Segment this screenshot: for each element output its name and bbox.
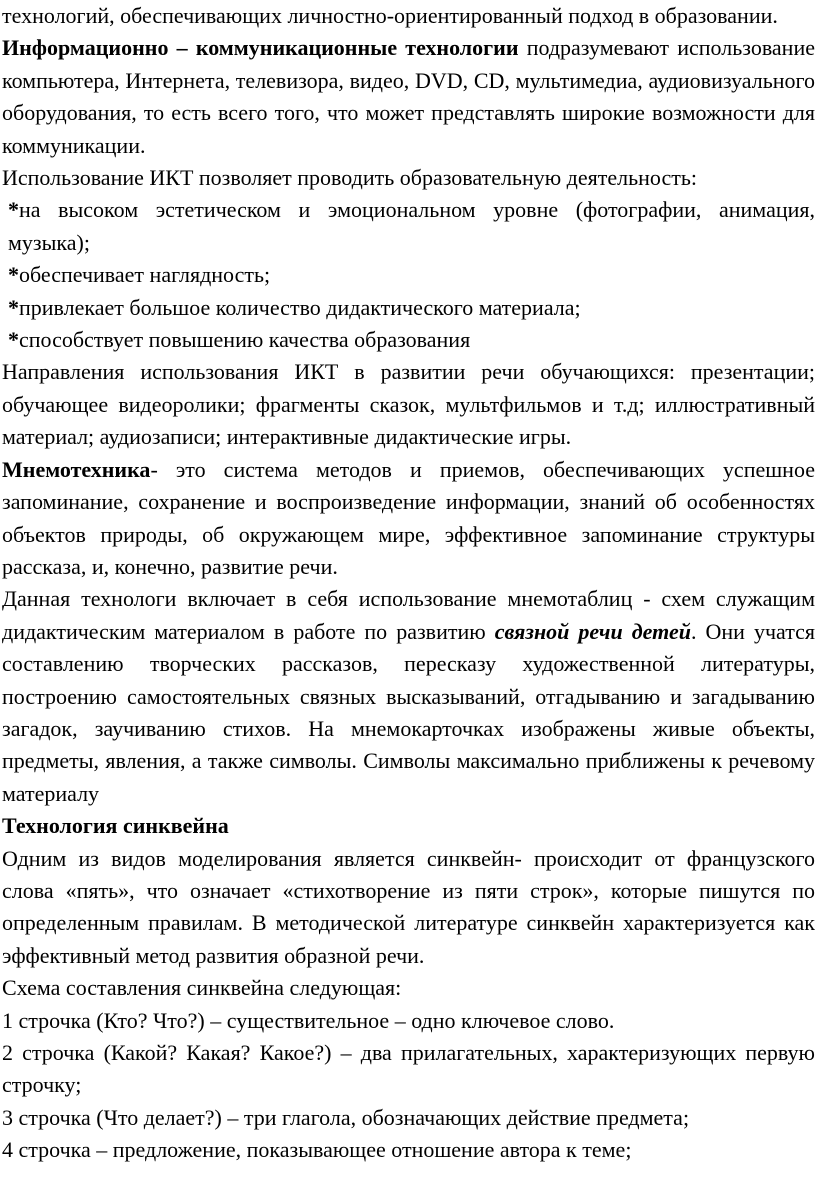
term-ict: Информационно – коммуникационные технологии xyxy=(2,35,519,61)
ict-description: подразумевают использование компьютера, Интернета, телевизора, видео, DVD, CD, мультимедиа, аудиовизуального оборудования, то есть всего того, что может представлять широкие возможности для коммуникации. xyxy=(2,35,815,158)
mnemotables-text-start: Данная технологи включает в себя использование мнемотаблиц - схем служащим дидактическим материалом в работе по развитию xyxy=(2,586,815,644)
section-heading: Технология синквейна xyxy=(2,813,229,839)
bullet-star: * xyxy=(8,327,19,353)
mnemotables-text-end: . Они учатся составлению творческих рассказов, пересказу художественной литературы, построению самостоятельных связных высказываний, отгадыванию и загадыванию загадок, заучиванию стихов. На мнемокарточках изображены живые объекты, предметы, явления, а также символы. Символы максимально приближены к речевому материалу xyxy=(2,618,816,806)
list-item-text: на высоком эстетическом и эмоциональном уровне (фотографии, анимация, музыка); xyxy=(8,197,815,255)
mnemonics-description: - это система методов и приемов, обеспечивающих успешное запоминание, сохранение и воспроизведение информации, знаний об особенностях объектов природы, об окружающем мире, эффективное запоминание структуры рассказа, и, конечно, развитие речи. xyxy=(2,456,815,579)
paragraph-ict-usage: Использование ИКТ позволяет проводить образовательную деятельность: xyxy=(2,165,697,191)
paragraph-intro: технологий, обеспечивающих личностно-ориентированный подход в образовании. xyxy=(2,3,778,28)
paragraph-scheme: Схема составления синквейна следующая: xyxy=(2,975,402,1001)
list-item-text: способствует повышению качества образования xyxy=(19,327,471,353)
scheme-line: 4 строчка – предложение, показывающее отношение автора к теме; xyxy=(2,1137,632,1163)
paragraph-mnemonics xyxy=(2,454,815,584)
list-item-text: привлекает большое количество дидактического материала; xyxy=(19,294,581,320)
list-item xyxy=(2,324,815,356)
bullet-star: * xyxy=(8,294,19,320)
scheme-line: 3 строчка (Что делает?) – три глагола, обозначающих действие предмета; xyxy=(2,1104,690,1130)
bullet-star: * xyxy=(8,197,19,223)
emphasis-connected-speech: связной речи детей xyxy=(494,618,691,644)
list-item xyxy=(2,259,815,291)
paragraph-ict-directions: Направления использования ИКТ в развитии речи обучающихся: презентации; обучающее видеоролики; фрагменты сказок, мультфильмов и т.д; иллюстративный материал; аудиозаписи; интерактивные дидактические игры. xyxy=(2,359,815,450)
list-item xyxy=(2,292,815,324)
list-item xyxy=(2,194,815,259)
paragraph-ict xyxy=(2,32,815,162)
scheme-line: 2 строчка (Какой? Какая? Какое?) – два прилагательных, характеризующих первую строчку; xyxy=(2,1040,815,1098)
paragraph-cinquain: Одним из видов моделирования является синквейн- происходит от французского слова «пять», что означает «стихотворение из пяти строк», которые пишутся по определенным правилам. В методической литературе синквейн характеризуется как эффективный метод развития образной речи. xyxy=(2,845,815,968)
term-mnemonics: Мнемотехника xyxy=(2,456,151,482)
list-item-text: обеспечивает наглядность; xyxy=(19,262,271,288)
scheme-line: 1 строчка (Кто? Что?) – существительное – одно ключевое слово. xyxy=(2,1007,615,1033)
bullet-star: * xyxy=(8,262,19,288)
paragraph-mnemotables xyxy=(2,583,815,810)
